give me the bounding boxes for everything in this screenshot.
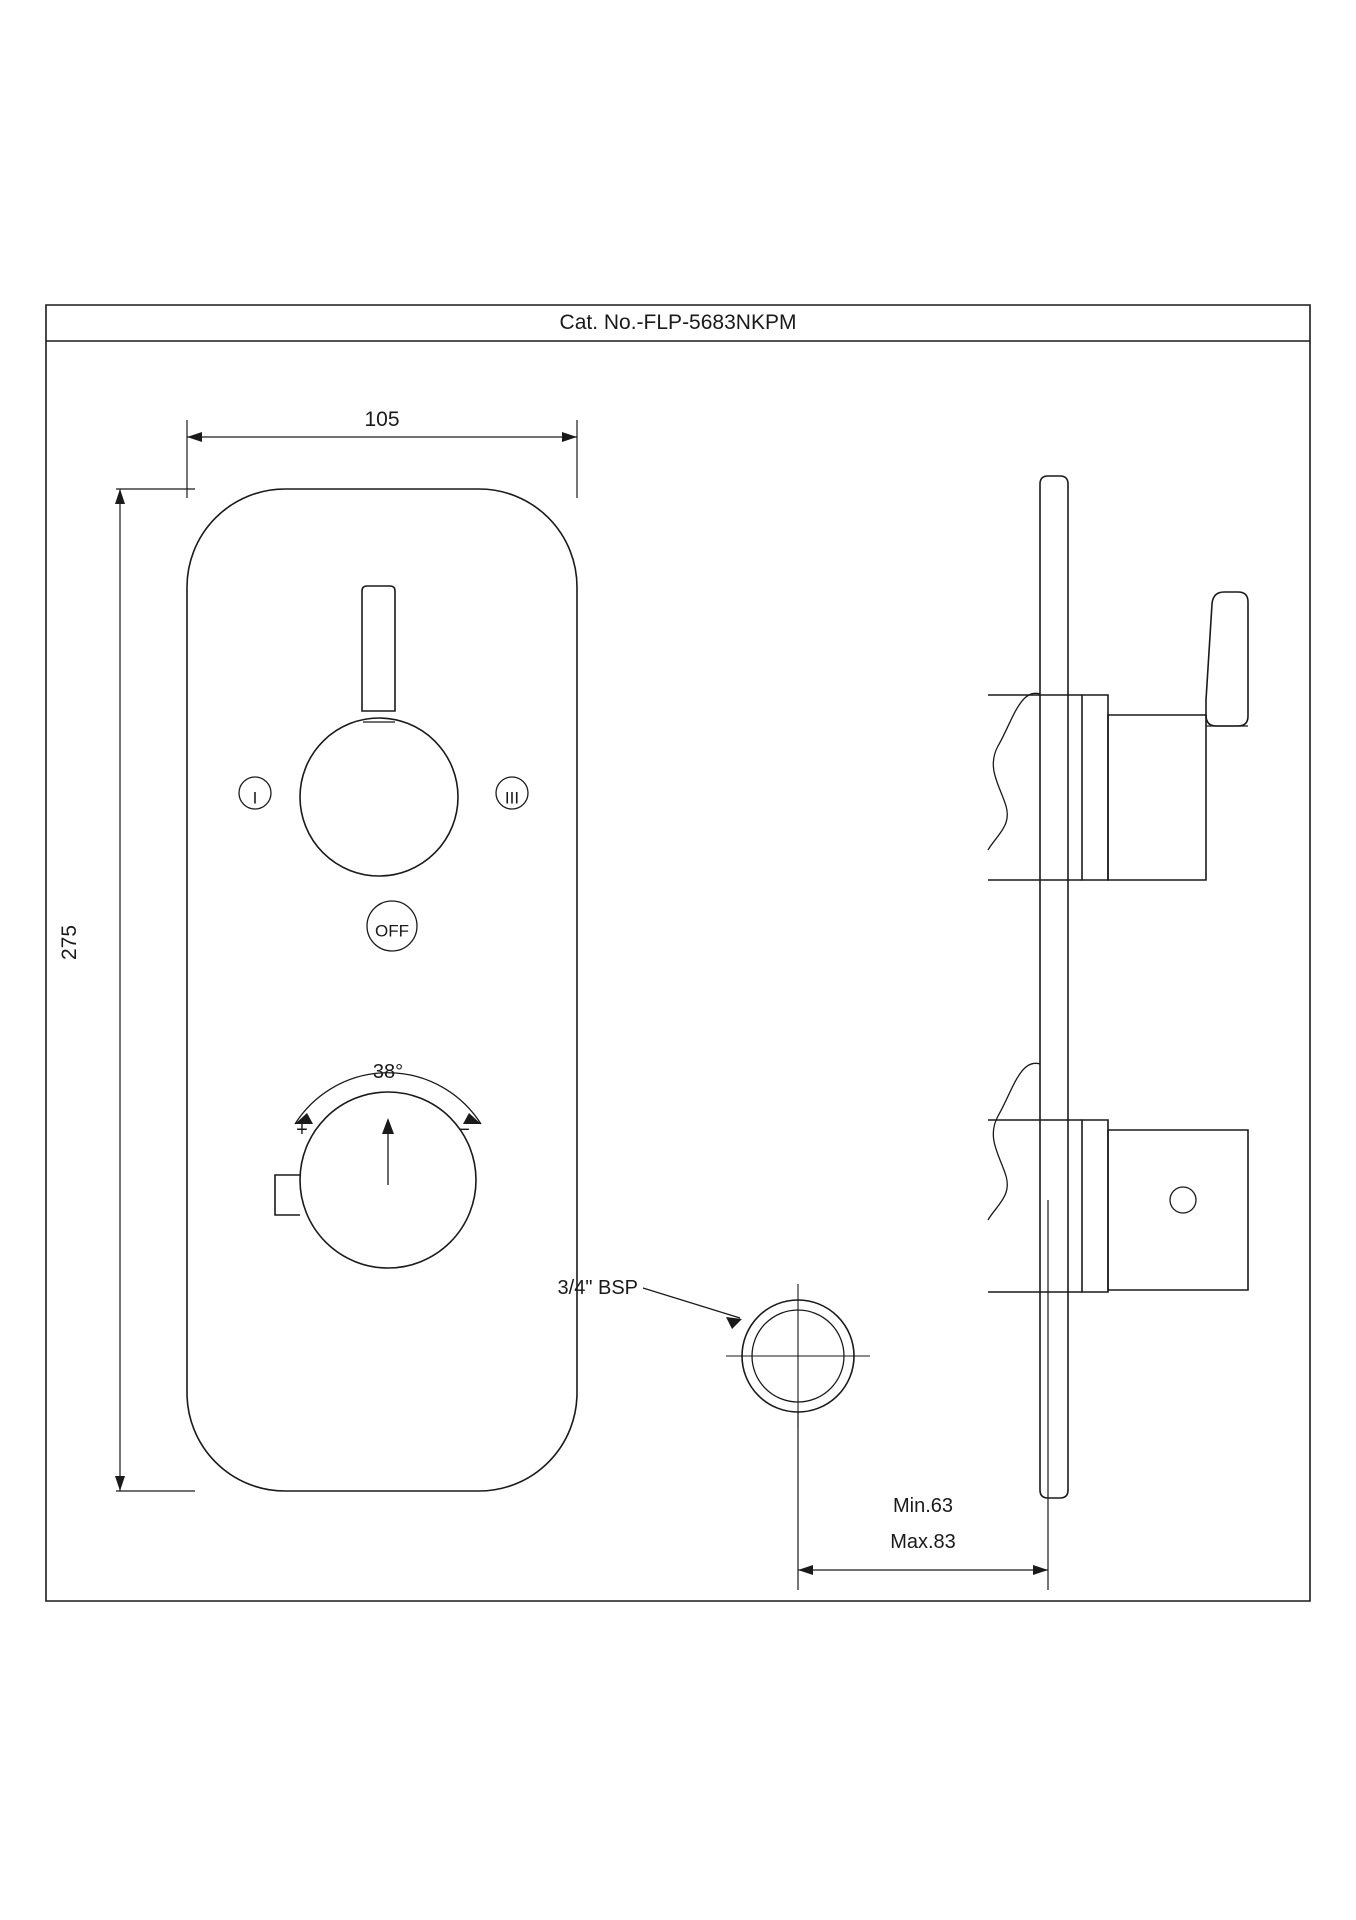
upper-body-collar [1082,695,1108,880]
lower-body-collar [1082,1120,1108,1292]
plus-label: + [296,1119,308,1141]
catalog-number-label: Cat. No.-FLP-5683NKPM [559,311,797,334]
min-depth-label: Min.63 [892,1495,954,1517]
knob-pointer-arrow [382,1118,394,1134]
temperature-label: 38° [372,1061,404,1083]
faceplate-outline [187,489,577,1491]
height-dim-label: 275 [58,924,81,960]
width-arrow-right [562,432,577,442]
lower-body-knob [1108,1130,1248,1290]
diverter-knob[interactable] [300,718,458,876]
lower-break-line [988,1063,1040,1220]
outlet-three-label: III [504,788,520,808]
max-depth-label: Max.83 [890,1531,956,1553]
bsp-thread-label: 3/4" BSP [557,1277,638,1299]
lower-knob-center-hole [1170,1187,1196,1213]
knob-side-tab [275,1175,300,1215]
width-arrow-left [187,432,202,442]
width-dim-text-wrap [287,408,477,432]
outlet-one-label: I [252,788,258,808]
height-dim-text-wrap [58,925,82,960]
depth-arrow-left [798,1565,813,1575]
upper-break-line [988,693,1040,850]
width-dim-label: 105 [364,408,400,431]
diverter-lever[interactable] [362,586,395,711]
minus-label: − [458,1119,470,1141]
title-bar [46,305,1310,341]
height-arrow-top [115,489,125,504]
bsp-leader-arrow [726,1317,742,1329]
bsp-leader-line [643,1288,740,1318]
depth-arrow-right [1033,1565,1048,1575]
side-lever-handle[interactable] [1206,592,1248,726]
height-arrow-bottom [115,1476,125,1491]
side-wall-plate [1040,476,1068,1498]
off-label: OFF [375,921,409,941]
sheet-border [46,305,1310,1601]
upper-body-escutcheon [1108,715,1206,880]
